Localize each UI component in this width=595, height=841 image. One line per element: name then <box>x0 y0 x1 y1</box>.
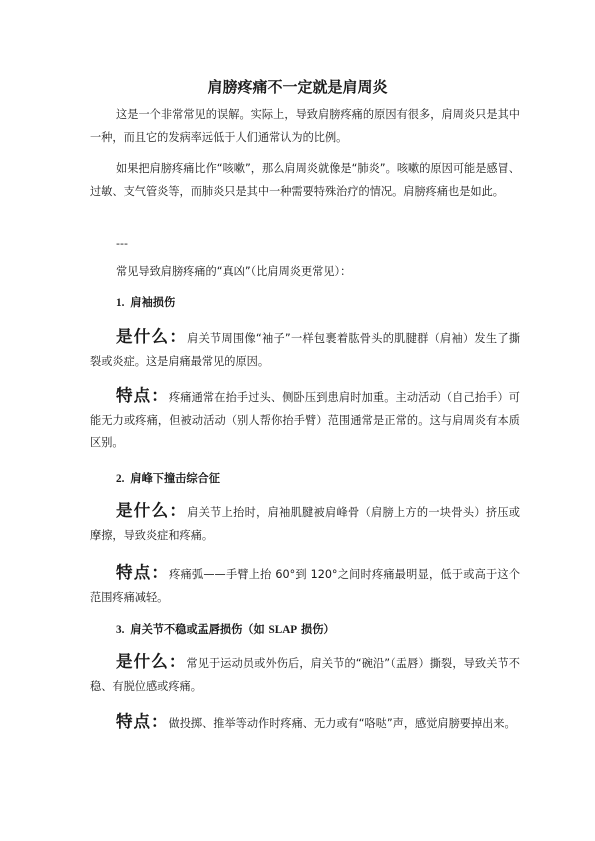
section-number: 2. <box>116 473 125 485</box>
section-heading-2 <box>116 471 220 487</box>
section-heading-text-pre: 肩关节不稳或盂唇损伤（如 <box>130 623 269 636</box>
section-heading-1 <box>116 295 175 311</box>
section-heading-text: 肩峰下撞击综合征 <box>130 472 220 485</box>
separator: --- <box>116 237 128 250</box>
section-heading-text: 肩袖损伤 <box>130 296 176 309</box>
feature-label: 特点： <box>116 563 170 582</box>
feature-label: 特点： <box>116 386 169 405</box>
section-2-feature <box>90 562 520 609</box>
list-intro: 常见导致肩膀疼痛的“真凶”（比肩周炎更常见）： <box>116 265 352 278</box>
intro-paragraph-1: 这是一个非常常见的误解。实际上，导致肩膀疼痛的原因有很多，肩周炎只是其中一种，而且它的发病率远低于人们通常认为的比例。 <box>90 108 520 144</box>
what-text: 常见于运动员或外伤后，肩关节的“碗沿”（盂唇）撕裂，导致关节不稳、有脱位感或疼痛。 <box>90 657 520 693</box>
section-heading-text-post: 损伤） <box>297 623 335 636</box>
section-1-feature <box>90 385 520 455</box>
section-number: 3. <box>116 624 125 636</box>
section-3-feature <box>90 711 520 736</box>
feature-text: 做投掷、推举等动作时疼痛、无力或有“咯哒”声，感觉肩膀要掉出来。 <box>168 717 516 730</box>
feature-text: 疼痛弧——手臂上抬 60°到 120°之间时疼痛最明显，低于或高于这个范围疼痛减轻。 <box>90 568 521 604</box>
section-2-what <box>90 500 520 547</box>
section-heading-3 <box>116 622 335 638</box>
section-number: 1. <box>116 297 125 309</box>
page-title: 肩膀疼痛不一定就是肩周炎 <box>207 78 388 96</box>
feature-text: 疼痛通常在抬手过头、侧卧压到患肩时加重。主动活动（自己抬手）可能无力或疼痛，但被动活动（别人帮你抬手臂）范围通常是正常的。这与肩周炎有本质区别。 <box>90 391 520 449</box>
what-label: 是什么： <box>116 501 188 520</box>
what-text: 肩关节上抬时，肩袖肌腱被肩峰骨（肩膀上方的一块骨头）挤压或摩擦，导致炎症和疼痛。 <box>90 506 520 542</box>
section-3-what <box>90 651 520 698</box>
what-label: 是什么： <box>116 327 188 346</box>
section-heading-latin: SLAP <box>268 624 298 636</box>
section-1-what <box>90 326 520 373</box>
what-text: 肩关节周围像“袖子”一样包裹着肱骨头的肌腱群（肩袖）发生了撕裂或炎症。这是肩痛最常见的原因。 <box>90 332 521 368</box>
what-label: 是什么： <box>116 652 187 671</box>
feature-label: 特点： <box>116 712 169 731</box>
intro-paragraph-2: 如果把肩膀疼痛比作“咳嗽”，那么肩周炎就像是“肺炎”。咳嗽的原因可能是感冒、过敏、支气管炎等，而肺炎只是其中一种需要特殊治疗的情况。肩膀疼痛也是如此。 <box>90 162 520 198</box>
